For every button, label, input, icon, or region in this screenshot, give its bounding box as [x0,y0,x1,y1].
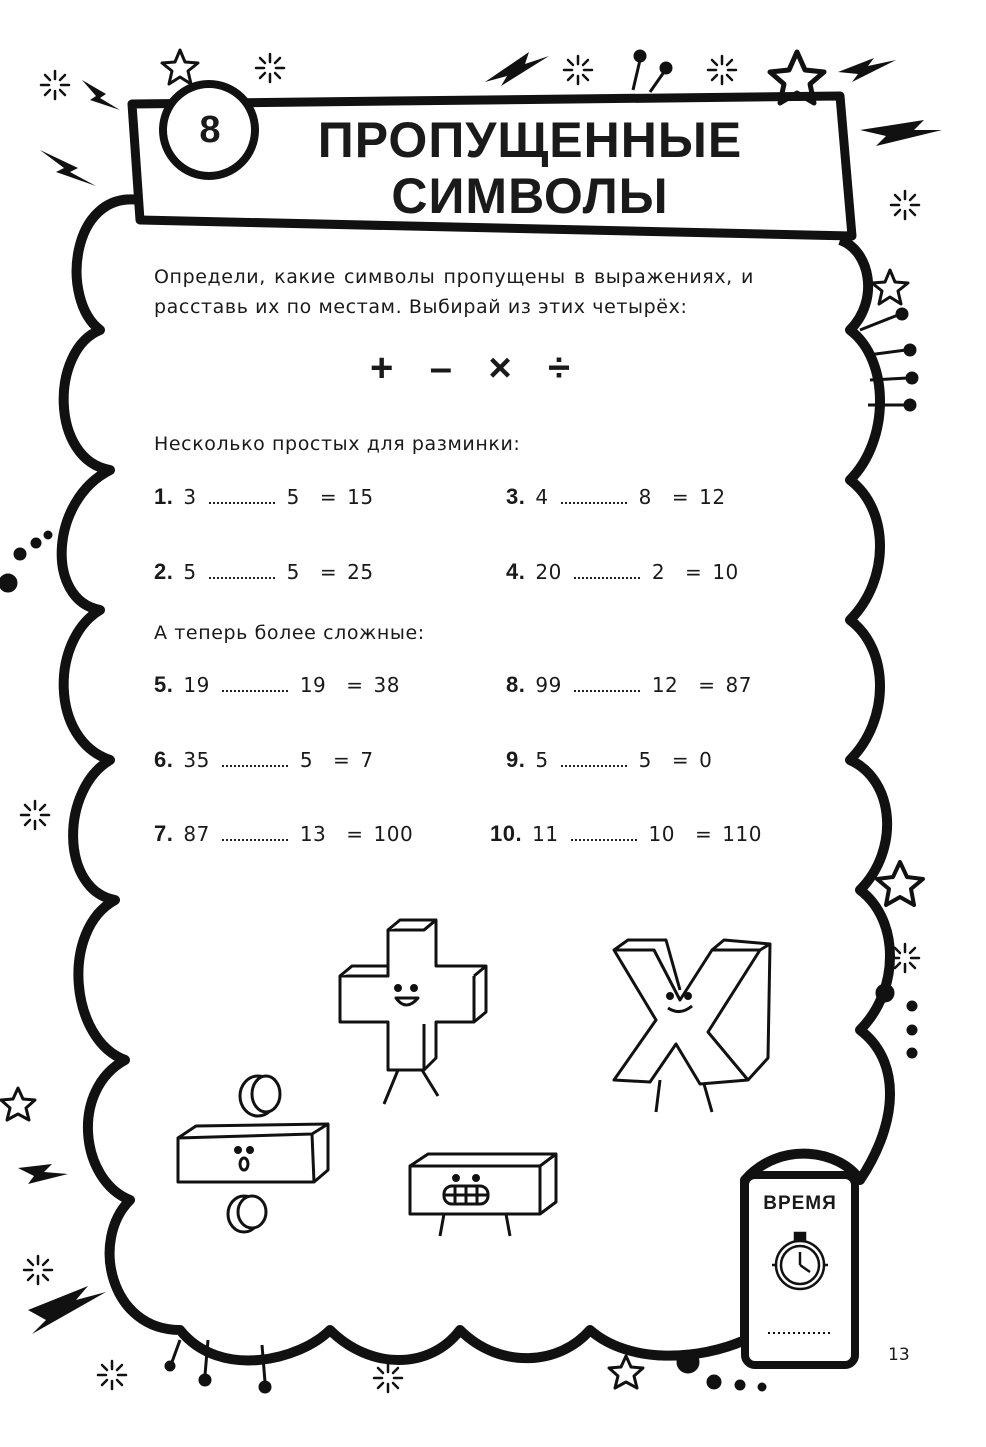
minus-character-illustration [410,1154,556,1236]
operand-b: 13 [299,822,327,846]
answer-blank[interactable] [209,563,275,579]
exercise-row [154,821,413,847]
answer-blank[interactable] [222,825,288,841]
exercise-number-label: 9. [506,747,526,772]
multiply-character-illustration [614,940,770,1112]
operand-a: 5 [535,748,549,772]
exercise-row [506,484,726,510]
answer-blank[interactable] [561,488,627,504]
exercise-row [154,747,374,773]
answer-blank[interactable] [209,488,275,504]
exercise-row [154,559,374,585]
operand-b: 5 [286,485,300,509]
equals-sign: = [685,560,703,584]
operand-a: 11 [532,822,559,846]
equals-sign: = [346,822,364,846]
result: 7 [360,748,374,772]
answer-blank[interactable] [561,751,627,767]
answer-blank[interactable] [222,676,288,692]
equals-sign: = [333,748,351,772]
operand-b: 19 [299,673,327,697]
exercise-row [506,672,752,698]
exercise-number: 8 [199,108,221,151]
operand-b: 12 [651,673,679,697]
result: 100 [373,822,414,846]
equals-sign: = [319,485,338,509]
equals-sign: = [671,485,690,509]
result: 0 [699,748,713,772]
exercise-row [506,747,712,773]
operand-a: 5 [183,560,197,584]
title-line-1: ПРОПУЩЕННЫЕ [317,112,743,168]
equals-sign: = [671,748,690,772]
section-warmup-heading: Несколько простых для разминки: [154,433,521,455]
result: 110 [722,822,762,846]
exercise-number-label: 3. [506,484,526,509]
section-harder-heading: А теперь более сложные: [154,622,425,644]
equals-sign: = [695,822,713,846]
result: 12 [699,485,726,509]
operand-a: 99 [535,673,562,697]
exercise-number-label: 5. [154,672,174,697]
operand-b: 5 [299,748,314,772]
result: 87 [725,673,752,697]
exercise-number-label: 7. [154,821,174,846]
exercise-row [490,821,762,847]
exercise-row [154,484,374,510]
title-line-2: СИМВОЛЫ [391,168,669,224]
minus-operator: – [429,345,452,390]
operand-b: 5 [638,748,652,772]
exercise-number-label: 4. [506,559,526,584]
answer-blank[interactable] [574,563,640,579]
result: 38 [373,673,400,697]
divide-character-illustration [178,1076,328,1232]
operand-a: 4 [535,485,549,509]
operand-a: 3 [183,485,197,509]
operand-a: 19 [183,673,210,697]
operand-a: 87 [183,822,210,846]
operand-b: 5 [286,560,300,584]
exercise-number-label: 6. [154,747,174,772]
answer-blank[interactable] [571,825,637,841]
multiply-operator: × [488,345,512,390]
instructions: Определи, какие символы пропущены в выражениях, и расставь их по местам. Выбирай из этих четырёх: [154,266,754,318]
exercise-number-label: 10. [490,821,523,846]
page-number: 13 [888,1345,910,1365]
operand-b: 10 [648,822,675,846]
result: 25 [347,560,374,584]
operand-b: 2 [651,560,666,584]
operand-b: 8 [638,485,652,509]
exercise-number-label: 8. [506,672,526,697]
timer-label: ВРЕМЯ [763,1193,837,1214]
answer-blank[interactable] [574,676,640,692]
operator-list [370,340,570,396]
answer-blank[interactable] [222,751,288,767]
divide-operator: ÷ [548,345,570,390]
operand-a: 20 [535,560,562,584]
equals-sign: = [346,673,364,697]
plus-operator: + [370,345,394,390]
result: 15 [347,485,374,509]
exercise-row [506,559,739,585]
operand-a: 35 [183,748,210,772]
exercise-number-label: 2. [154,559,174,584]
result: 10 [712,560,739,584]
page-title [270,112,790,224]
exercise-row [154,672,400,698]
equals-sign: = [319,560,338,584]
exercise-number-label: 1. [154,484,174,509]
equals-sign: = [698,673,716,697]
plus-character-illustration [340,920,486,1104]
